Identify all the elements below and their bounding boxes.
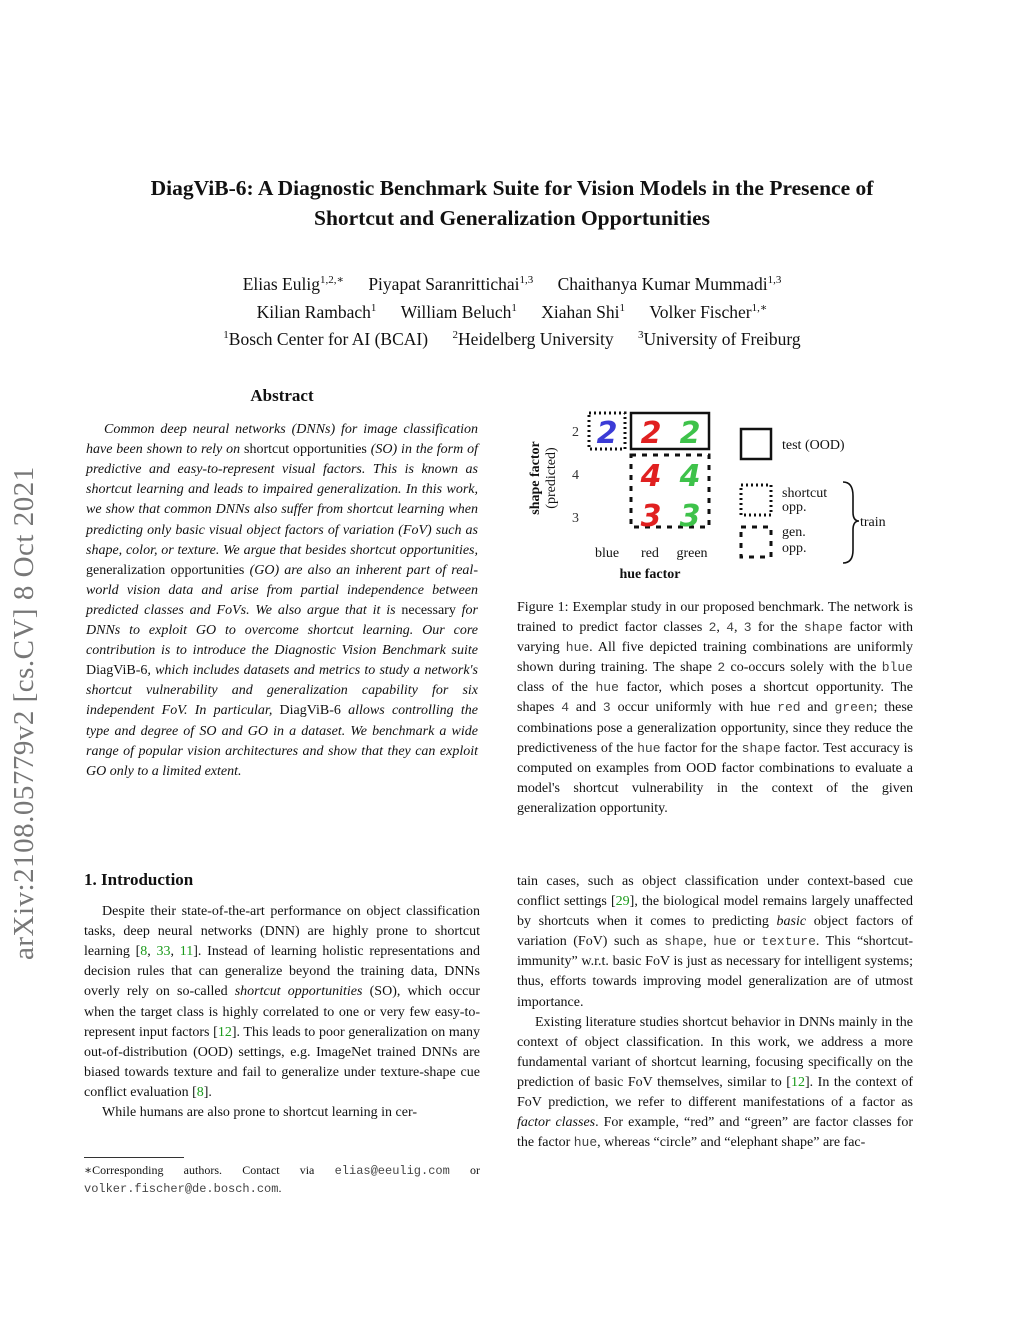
legend-test-label: test (OOD) [782, 438, 845, 453]
row-label-4: 4 [572, 468, 579, 483]
digit-red-4: 4 [640, 459, 662, 494]
author-block [0, 268, 1024, 351]
row-label-2: 2 [572, 425, 579, 440]
figure-1 [517, 400, 917, 590]
figure-1-graphic [517, 400, 917, 590]
author: William Beluch$^1$ [400, 301, 517, 322]
legend-shortcut-label-2: opp. [782, 500, 807, 515]
citation-link[interactable]: 12 [790, 1074, 805, 1090]
author: Xiahan Shi$^1$ [541, 301, 625, 322]
abstract-heading: Abstract [250, 386, 314, 405]
digit-red-2: 2 [640, 416, 662, 451]
intro-paragraph-1: Despite their state-of-the-art performance on object classification tasks, deep neural networks (DNN) are highly prone to shortcut learning [8, 33, 11]. Instead of learning holistic representations and decision rules that can generalize beyond the training data, DNNs overly rely on so-called shortcut opportunities (SO), which occur when the target class is highly correlated to one or very few easy-to-represent input factors [12]. This leads to poor generalization on many out-of-distribution (OOD) settings, e.g. ImageNet trained DNNs are biased towards texture and fail to generalize under texture-shape cue conflict evaluation [8]. [84, 904, 481, 1100]
legend-gen-label: gen. [782, 525, 806, 540]
authors-line-2 [0, 296, 1024, 324]
digit-green-3: 3 [679, 499, 701, 534]
train-brace [843, 482, 859, 563]
footnote: ∗Corresponding authors. Contact via elias@eeulig.com or volker.fischer@de.bosch.com. [84, 1163, 481, 1196]
legend-train-label: train [860, 515, 886, 530]
citation-link[interactable]: 33 [156, 944, 171, 960]
legend-test-swatch [741, 429, 771, 459]
affiliation: $^1$Bosch Center for AI (BCAI) [223, 329, 429, 350]
authors-line-1 [0, 268, 1024, 296]
author: Chaithanya Kumar Mummadi$^{1,3}$ [557, 273, 782, 294]
right-paragraph-1: tain cases, such as object classification under context-based cue conflict settings [29], the biological model remains largely unaffected by shortcuts when it comes to predicting basic object factors of variation (FoV) such as shape, hue or texture. This “shortcut-immunity” w.r.t. basic FoV is just as necessary for intelligent systems; thus, efforts towards improving model generalization are of utmost importance. [517, 874, 913, 1010]
y-axis-label: shape factor [528, 441, 543, 515]
citation-link[interactable]: 8 [196, 1084, 204, 1100]
figure-caption: Figure 1: Exemplar study in our proposed benchmark. The network is trained to predict factor classes 2, 4, 3 for the shape factor with varying hue. All five depicted training combinations are uniformly shown during training. The shape 2 co-occurs solely with the blue class of the hue factor, which poses a shortcut opportunity. The shapes 4 and 3 occur uniformly with hue red and green; these combinations pose a generalization opportunity, since they reduce the predictiveness of the hue factor for the shape factor. Test accuracy is computed on examples from OOD factor combinations to evaluate a model's shortcut vulnerability in the context of the given generalization opportunity. [517, 600, 914, 816]
digit-blue-2: 2 [596, 416, 618, 451]
legend-gen-swatch [741, 527, 771, 557]
author: Elias Eulig$^{1,2,∗}$ [242, 273, 344, 294]
affiliation: $^3$University of Freiburg [638, 329, 801, 350]
abstract-body: Common deep neural networks (DNNs) for image classification have been shown to rely on shortcut opportunities (SO) in the form of predictive and easy-to-represent visual factors. This is known as shortcut learning and leads to impaired generalization. In this work, we show that common DNNs also suffer from shortcut learning when predicting only basic visual object factors of variation (FoV) such as shape, color, or texture. We argue that besides shortcut opportunities, generalization opportunities (GO) are also an inherent part of real-world vision data and arise from partial independence between predicted classes and FoVs. We also argue that it is necessary for DNNs to exploit GO to overcome shortcut learning. Our core contribution is to introduce the Diagnostic Vision Benchmark suite DiagViB-6, which includes datasets and metrics to study a network's shortcut vulnerability and generalization capability for six independent FoV. In particular, DiagViB-6 allows controlling the type and degree of SO and GO in a dataset. We benchmark a wide range of popular vision architectures and show that they can exploit GO only to a limited extent. [86, 422, 479, 779]
y-axis-sublabel: (predicted) [544, 447, 559, 509]
right-column-text [517, 872, 913, 1153]
citation-link[interactable]: 8 [140, 944, 148, 960]
x-axis-label: hue factor [619, 567, 681, 582]
citation-link[interactable]: 29 [615, 894, 630, 910]
legend-shortcut-label: shortcut [782, 486, 828, 501]
digit-green-4: 4 [679, 459, 701, 494]
intro-heading: 1. Introduction [84, 870, 194, 889]
legend-shortcut-swatch [741, 485, 771, 515]
intro-paragraph-2: While humans are also prone to shortcut learning in cer- [102, 1105, 417, 1121]
citation-link[interactable]: 11 [179, 944, 194, 960]
author: Kilian Rambach$^1$ [256, 301, 377, 322]
legend-gen-label-2: opp. [782, 541, 807, 556]
digit-red-3: 3 [640, 499, 662, 534]
introduction-section [84, 870, 480, 1123]
digit-green-2: 2 [679, 416, 701, 451]
footnote-divider [84, 1157, 184, 1158]
col-label-red: red [641, 546, 659, 561]
col-label-green: green [676, 546, 708, 561]
affiliations [0, 324, 1024, 352]
paper-title [0, 173, 1024, 233]
title-line-1: DiagViB-6: A Diagnostic Benchmark Suite for Vision Models in the Presence of [150, 176, 874, 200]
citation-link[interactable]: 12 [217, 1024, 232, 1040]
author: Volker Fischer$^{1,∗}$ [649, 301, 768, 322]
abstract-section [84, 386, 480, 782]
col-label-blue: blue [594, 546, 620, 561]
affiliation: $^2$Heidelberg University [452, 329, 614, 350]
title-line-2: Shortcut and Generalization Opportunities [314, 206, 710, 230]
author: Piyapat Saranrittichai$^{1,3}$ [368, 273, 534, 294]
arxiv-stamp: arXiv:2108.05779v2 [cs.CV] 8 Oct 2021 [8, 466, 40, 960]
row-label-3: 3 [572, 511, 579, 526]
right-paragraph-2: Existing literature studies shortcut behavior in DNNs mainly in the context of object classification. In this work, we address a more fundamental variant of shortcut learning, focusing specifically on the prediction of basic FoV themselves, similar to [12]. In the context of FoV prediction, we refer to different manifestations of a factor as factor classes. For example, “red” and “green” are factor classes for the factor hue, whereas “circle” and “elephant shape” are fac- [517, 1014, 913, 1151]
